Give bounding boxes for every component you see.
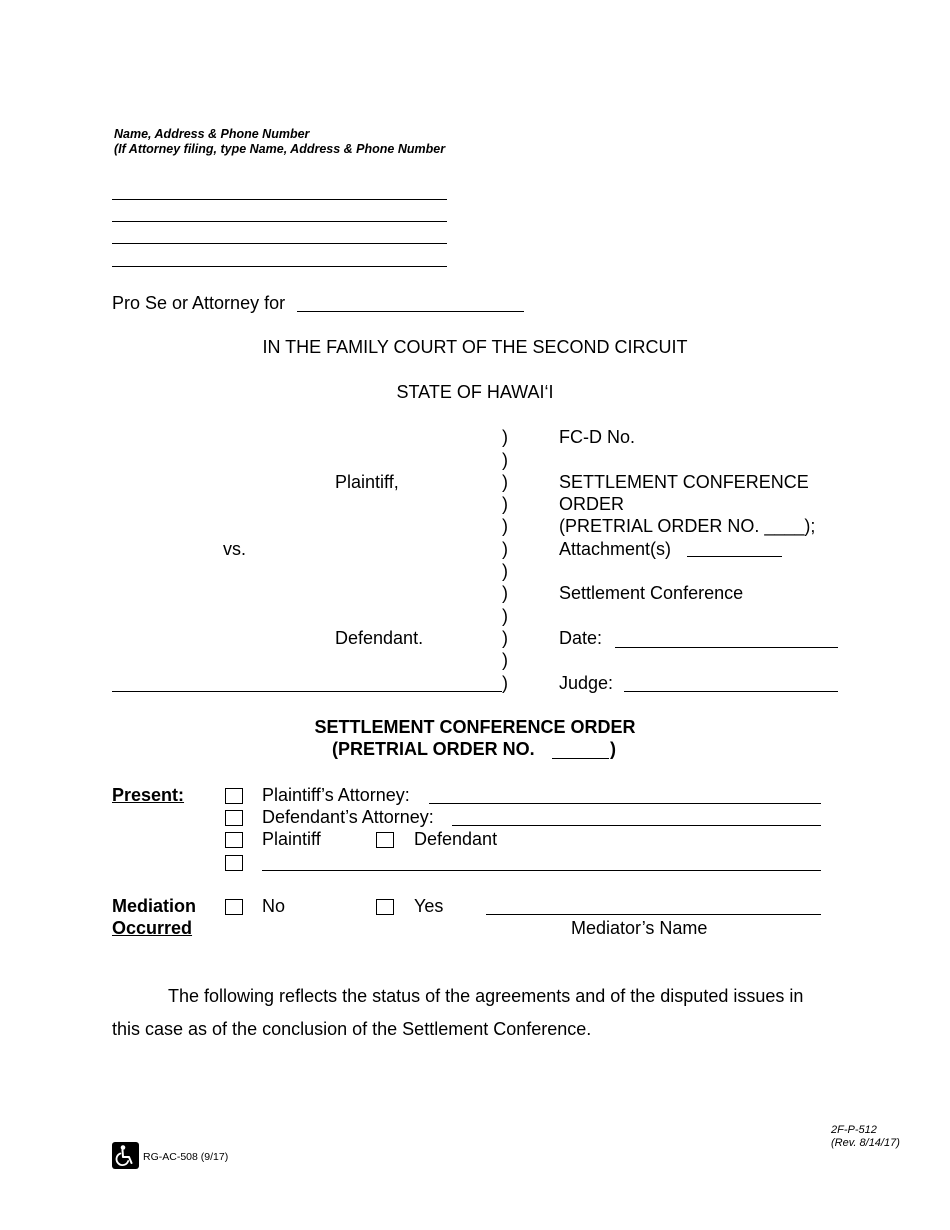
caption-paren: ) bbox=[502, 494, 508, 514]
conference-label: Settlement Conference bbox=[559, 583, 744, 603]
doc-title-line2: ORDER bbox=[559, 494, 625, 514]
defendants-attorney-label: Defendant’s Attorney: bbox=[262, 807, 434, 827]
header-note-line2: (If Attorney filing, type Name, Address & Phone Number bbox=[114, 142, 446, 156]
other-present-checkbox[interactable] bbox=[225, 855, 243, 871]
wheelchair-icon bbox=[112, 1142, 139, 1169]
caption-paren: ) bbox=[502, 472, 508, 492]
caption-paren: ) bbox=[502, 673, 508, 693]
date-field[interactable] bbox=[615, 647, 838, 648]
mediation-no-checkbox[interactable] bbox=[225, 899, 243, 915]
attachments-label: Attachment(s) bbox=[559, 539, 672, 559]
case-number-label: FC-D No. bbox=[559, 427, 635, 447]
accessibility-icon bbox=[112, 1142, 139, 1169]
order-title-line2-suffix: ) bbox=[610, 739, 616, 759]
address-line-1[interactable] bbox=[112, 199, 447, 200]
judge-field[interactable] bbox=[624, 691, 838, 692]
vs-label: vs. bbox=[223, 539, 247, 559]
address-line-2[interactable] bbox=[112, 221, 447, 222]
address-line-3[interactable] bbox=[112, 243, 447, 244]
body-text-line2: this case as of the conclusion of the Settlement Conference. bbox=[112, 1019, 592, 1039]
caption-paren: ) bbox=[502, 606, 508, 626]
occurred-label: Occurred bbox=[112, 918, 193, 938]
mediation-yes-label: Yes bbox=[414, 896, 444, 916]
judge-label: Judge: bbox=[559, 673, 614, 693]
order-title-line1: SETTLEMENT CONFERENCE ORDER bbox=[314, 717, 636, 737]
other-present-field[interactable] bbox=[262, 870, 821, 871]
pretrial-order-number-field[interactable] bbox=[552, 758, 609, 759]
mediator-name-field[interactable] bbox=[486, 914, 821, 915]
caption-paren: ) bbox=[502, 583, 508, 603]
court-heading: IN THE FAMILY COURT OF THE SECOND CIRCUIT bbox=[262, 337, 688, 357]
form-number: 2F-P-512 bbox=[831, 1124, 877, 1136]
plaintiffs-attorney-field[interactable] bbox=[429, 803, 821, 804]
doc-title-line1: SETTLEMENT CONFERENCE bbox=[559, 472, 809, 492]
caption-paren: ) bbox=[502, 650, 508, 670]
caption-paren: ) bbox=[502, 516, 508, 536]
doc-title-line3: (PRETRIAL ORDER NO. ____); bbox=[559, 516, 816, 536]
plaintiffs-attorney-label: Plaintiff’s Attorney: bbox=[262, 785, 410, 805]
caption-paren: ) bbox=[502, 561, 508, 581]
caption-paren: ) bbox=[502, 628, 508, 648]
plaintiffs-attorney-checkbox[interactable] bbox=[225, 788, 243, 804]
mediator-name-label: Mediator’s Name bbox=[571, 918, 708, 938]
plaintiff-present-label: Plaintiff bbox=[262, 829, 321, 849]
caption-paren: ) bbox=[502, 450, 508, 470]
plaintiff-label: Plaintiff, bbox=[335, 472, 399, 492]
body-text-line1: The following reflects the status of the agreements and of the disputed issues in bbox=[168, 986, 804, 1006]
defendants-attorney-field[interactable] bbox=[452, 825, 821, 826]
mediation-yes-checkbox[interactable] bbox=[376, 899, 394, 915]
form-revision: (Rev. 8/14/17) bbox=[831, 1137, 900, 1149]
pro-se-field[interactable] bbox=[297, 311, 524, 312]
pro-se-label: Pro Se or Attorney for bbox=[112, 293, 286, 313]
caption-paren: ) bbox=[502, 427, 508, 447]
defendant-present-label: Defendant bbox=[414, 829, 498, 849]
caption-bottom-line bbox=[112, 691, 502, 692]
order-title-line2-prefix: (PRETRIAL ORDER NO. bbox=[332, 739, 535, 759]
defendants-attorney-checkbox[interactable] bbox=[225, 810, 243, 826]
address-line-4[interactable] bbox=[112, 266, 447, 267]
plaintiff-present-checkbox[interactable] bbox=[225, 832, 243, 848]
state-heading: STATE OF HAWAI‘I bbox=[396, 382, 554, 402]
present-label: Present: bbox=[112, 785, 185, 805]
mediation-no-label: No bbox=[262, 896, 286, 916]
defendant-present-checkbox[interactable] bbox=[376, 832, 394, 848]
defendant-label: Defendant. bbox=[335, 628, 424, 648]
date-label: Date: bbox=[559, 628, 603, 648]
attachments-field[interactable] bbox=[687, 556, 782, 557]
form-code: RG-AC-508 (9/17) bbox=[143, 1151, 229, 1163]
caption-paren: ) bbox=[502, 539, 508, 559]
header-note-line1: Name, Address & Phone Number bbox=[114, 127, 310, 141]
mediation-label: Mediation bbox=[112, 896, 196, 916]
